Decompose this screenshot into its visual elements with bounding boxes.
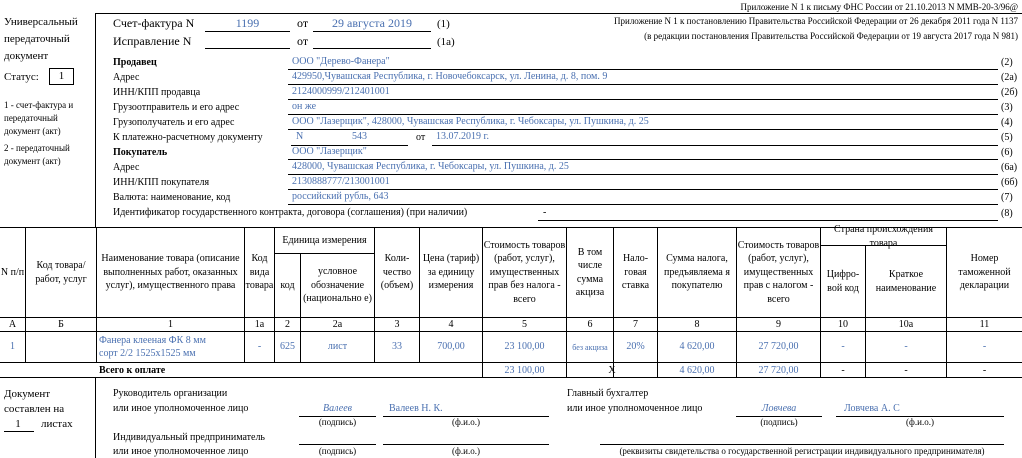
- row-customs: -: [982, 341, 987, 352]
- field-label: К платежно-расчетному документу: [113, 132, 263, 143]
- field-code: (3): [1001, 102, 1013, 113]
- payment-doc-n-label: N: [296, 131, 304, 142]
- column-number: 2: [285, 319, 290, 330]
- field-label: Адрес: [113, 72, 140, 83]
- column-number: 3: [394, 319, 400, 330]
- head-name[interactable]: Валеев Н. К.: [389, 403, 443, 414]
- field-label: Покупатель: [113, 147, 168, 158]
- invoice-date-from: от: [297, 16, 309, 30]
- ip-reg-underline: [600, 444, 1004, 445]
- column-number: 8: [694, 319, 700, 330]
- total-label: Всего к оплате: [99, 365, 166, 376]
- th-num: N п/п: [0, 266, 25, 278]
- field-label: ИНН/КПП продавца: [113, 87, 201, 98]
- row-unit-code: 625: [280, 341, 295, 352]
- field-value[interactable]: он же: [292, 101, 317, 112]
- accountant-name[interactable]: Ловчева А. С: [844, 403, 900, 414]
- field-value[interactable]: ООО "Лазерщик", 428000, Чувашская Республика, г. Чебоксары, ул. Пушкина, д. 25: [292, 116, 649, 127]
- payment-doc-from: от: [416, 132, 426, 143]
- field-value[interactable]: 428000, Чувашская Республика, г. Чебоксары, ул. Пушкина, д. 25: [292, 161, 569, 172]
- column-number: 11: [979, 319, 990, 330]
- th-unit-group: Единица измерения: [282, 234, 367, 246]
- doc-title-line-3: документ: [4, 50, 49, 62]
- total-excise: X: [608, 365, 616, 376]
- field-label: ИНН/КПП покупателя: [113, 177, 210, 188]
- row-qty[interactable]: 33: [392, 341, 402, 352]
- th-code: Код товара/ работ, услуг: [35, 260, 87, 285]
- total-country-name: -: [904, 365, 908, 376]
- contract-label: Идентификатор государственного контракта, договора (соглашения) (при наличии): [113, 207, 468, 218]
- field-label: Продавец: [113, 57, 157, 68]
- field-code: (6а): [1001, 162, 1018, 173]
- ip-sign-caption: (подпись): [318, 446, 357, 456]
- status-note-2-line-2: документ (акт): [4, 156, 61, 166]
- invoice-number-value[interactable]: 1199: [235, 16, 260, 30]
- row-kind: -: [257, 341, 262, 352]
- head-label-line-2: или иное уполномоченное лицо: [113, 403, 249, 414]
- appendix-line-3: (в редакции постановления Правительства Российской Федерации от 19 августа 2017 года N 981): [644, 31, 1018, 41]
- doc-title-line-1: Универсальный: [4, 16, 78, 28]
- th-country-name: Краткое наименование: [875, 269, 937, 294]
- field-value[interactable]: ООО "Лазерщик": [292, 146, 367, 157]
- field-label: Адрес: [113, 162, 140, 173]
- th-excise: В том числе сумма акциза: [575, 246, 605, 298]
- total-cost-without-tax: 23 100,00: [504, 365, 545, 376]
- correction-from: от: [297, 34, 309, 48]
- field-value[interactable]: 2130888777/213001001: [292, 176, 390, 187]
- column-number: 9: [776, 319, 781, 330]
- appendix-line-1: Приложение N 1 к письму ФНС России от 21.10.2013 N ММВ-20-3/96@: [740, 2, 1018, 12]
- row-country-name: -: [904, 341, 908, 352]
- doc-sheets-line-1: Документ: [4, 388, 51, 400]
- field-code: (2б): [1001, 87, 1018, 98]
- doc-sheets-underline: [4, 431, 34, 432]
- doc-sheets-count[interactable]: 1: [15, 418, 21, 430]
- ip-fio-caption: (ф.и.о.): [452, 446, 480, 456]
- field-value[interactable]: 2124000999/212401001: [292, 86, 390, 97]
- ip-signature-underline: [299, 444, 376, 445]
- field-value[interactable]: ООО "Дерево-Фанера": [292, 56, 390, 67]
- field-code: (2): [1001, 57, 1013, 68]
- column-number: 7: [633, 319, 638, 330]
- column-number: 1а: [254, 319, 265, 330]
- doc-sheets-line-2: составлен на: [4, 403, 65, 415]
- head-fio-caption: (ф.и.о.): [452, 417, 480, 427]
- ip-name-underline: [383, 444, 549, 445]
- invoice-code: (1): [437, 18, 450, 30]
- ip-reg-caption: (реквизиты свидетельства о государственной регистрации индивидуального предпринимателя): [619, 446, 985, 456]
- th-unit-code: код: [280, 279, 295, 291]
- column-number: 10а: [898, 319, 914, 330]
- th-kind: Код вида товара: [245, 253, 274, 292]
- status-note-1-line-3: документ (акт): [4, 126, 61, 136]
- th-unit-name: условное обозначение (национально е): [303, 266, 372, 305]
- row-price[interactable]: 700,00: [437, 341, 465, 352]
- th-tax-rate: Нало- говая ставка: [621, 253, 650, 292]
- status-value-box[interactable]: 1: [49, 68, 74, 85]
- row-excise: без акциза: [572, 343, 608, 352]
- field-code: (4): [1001, 117, 1013, 128]
- row-name-line-1[interactable]: Фанера клееная ФК 8 мм: [99, 335, 206, 346]
- status-note-2-line-1: 2 - передаточный: [4, 143, 70, 153]
- column-number: 10: [838, 319, 848, 330]
- row-unit-name: лист: [327, 341, 348, 352]
- field-code: (5): [1001, 132, 1013, 143]
- field-code: (6б): [1001, 177, 1018, 188]
- column-number: Б: [58, 319, 64, 330]
- row-country-code: -: [841, 341, 845, 352]
- invoice-date-value[interactable]: 29 августа 2019: [332, 16, 412, 30]
- status-label: Статус:: [4, 71, 39, 83]
- field-value[interactable]: 429950,Чувашская Республика, г. Новочебоксарск, ул. Ленина, д. 8, пом. 9: [292, 71, 608, 82]
- total-customs: -: [982, 365, 987, 376]
- row-tax-rate[interactable]: 20%: [626, 341, 645, 352]
- row-cost-with-tax: 27 720,00: [758, 341, 799, 352]
- row-cost-without-tax: 23 100,00: [504, 341, 545, 352]
- footer-left-divider: [95, 378, 96, 458]
- th-country-group: Страна происхождения товара: [834, 224, 933, 249]
- total-tax-amount: 4 620,00: [679, 365, 715, 376]
- field-code: (7): [1001, 192, 1013, 203]
- ip-label-line-1: Индивидуальный предприниматель: [113, 432, 265, 443]
- payment-doc-date[interactable]: 13.07.2019 г.: [436, 131, 489, 142]
- column-number: 4: [448, 319, 454, 330]
- status-note-1-line-2: передаточный: [4, 113, 58, 123]
- column-number: 5: [522, 319, 527, 330]
- th-cost-with-tax: Стоимость товаров (работ, услуг), имущественных прав с налогом - всего: [737, 239, 820, 305]
- field-code: (6): [1001, 147, 1013, 158]
- accountant-label-line-2: или иное уполномоченное лицо: [567, 403, 703, 414]
- accountant-sign-caption: (подпись): [760, 417, 798, 427]
- field-label: Валюта: наименование, код: [113, 192, 231, 203]
- th-customs: Номер таможенной декларации: [958, 253, 1011, 292]
- head-sign-caption: (подпись): [318, 417, 357, 427]
- field-label: Грузоотправитель и его адрес: [113, 102, 240, 113]
- field-value[interactable]: российский рубль, 643: [292, 191, 389, 202]
- appendix-line-2: Приложение N 1 к постановлению Правительства Российской Федерации от 26 декабря 2011 года N 1137: [614, 16, 1018, 26]
- field-label: Грузополучатель и его адрес: [113, 117, 235, 128]
- payment-doc-number[interactable]: 543: [352, 131, 367, 142]
- row-name-line-2[interactable]: сорт 2/2 1525х1525 мм: [99, 348, 196, 359]
- status-note-1-line-1: 1 - счет-фактура и: [4, 100, 74, 110]
- doc-sheets-line-3: листах: [41, 418, 73, 430]
- ip-label-line-2: или иное уполномоченное лицо: [113, 446, 249, 457]
- doc-title-line-2: передаточный: [4, 33, 70, 45]
- total-country-code: -: [841, 365, 845, 376]
- correction-code: (1а): [437, 36, 455, 48]
- th-country-code: Цифро- вой код: [826, 269, 860, 294]
- accountant-fio-caption: (ф.и.о.): [906, 417, 934, 427]
- contract-code: (8): [1001, 208, 1013, 219]
- accountant-label-line-1: Главный бухгалтер: [567, 388, 649, 399]
- column-number: А: [8, 319, 17, 330]
- column-number: 1: [168, 319, 173, 330]
- column-number: 6: [587, 319, 593, 330]
- th-price: Цена (тариф) за единицу измерения: [422, 253, 480, 292]
- total-cost-with-tax: 27 720,00: [758, 365, 799, 376]
- correction-label: Исправление N: [113, 34, 192, 48]
- contract-value[interactable]: -: [543, 207, 547, 218]
- th-cost-without-tax: Стоимость товаров (работ, услуг), имущественных прав без налога - всего: [483, 239, 566, 305]
- th-qty: Коли- чество (объем): [380, 253, 414, 292]
- row-num: 1: [10, 341, 15, 352]
- head-label-line-1: Руководитель организации: [113, 388, 228, 399]
- accountant-signature[interactable]: Ловчева: [761, 403, 797, 414]
- th-name: Наименование товара (описание выполненных работ, оказанных услуг), имущественного права: [101, 253, 240, 292]
- head-signature[interactable]: Валеев: [323, 403, 352, 414]
- row-tax-amount: 4 620,00: [679, 341, 715, 352]
- invoice-number-label: Счет-фактура N: [113, 16, 195, 30]
- th-tax-amount: Сумма налога, предъявляема я покупателю: [664, 253, 730, 292]
- field-code: (2а): [1001, 72, 1018, 83]
- column-number: 2а: [332, 319, 343, 330]
